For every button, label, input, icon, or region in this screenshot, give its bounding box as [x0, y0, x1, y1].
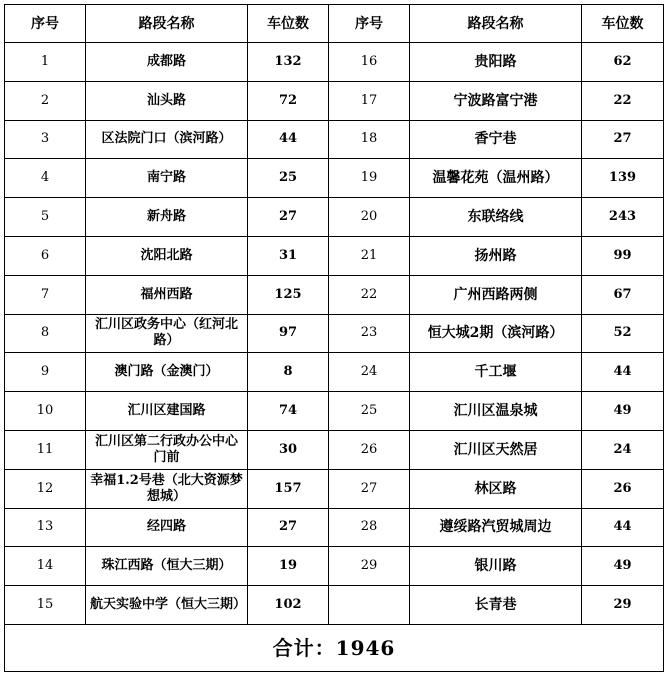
- row-count-left: 27: [248, 198, 329, 237]
- row-seq-right: 16: [329, 43, 410, 82]
- row-name-left: 成都路: [86, 43, 248, 82]
- table-row: [5, 547, 664, 586]
- row-count-right: 24: [582, 430, 664, 469]
- row-count-right: 26: [582, 469, 664, 508]
- table-body: [5, 43, 664, 625]
- table-row: [5, 430, 664, 469]
- row-count-right: 27: [582, 120, 664, 159]
- row-name-right: 香宁巷: [410, 120, 582, 159]
- row-name-right: 银川路: [410, 547, 582, 586]
- row-seq-right: 23: [329, 314, 410, 353]
- row-count-right: 44: [582, 508, 664, 547]
- row-seq-left: 1: [5, 43, 86, 82]
- row-seq-right: 21: [329, 236, 410, 275]
- table-row: [5, 314, 664, 353]
- row-seq-left: 14: [5, 547, 86, 586]
- row-name-left: 澳门路（金澳门）: [86, 353, 248, 392]
- row-count-right: 49: [582, 392, 664, 431]
- header-name-right: 路段名称: [410, 5, 582, 43]
- row-name-right: 扬州路: [410, 236, 582, 275]
- row-name-right: 广州西路两侧: [410, 275, 582, 314]
- parking-spaces-table: [4, 4, 664, 672]
- row-count-left: 44: [248, 120, 329, 159]
- row-count-left: 27: [248, 508, 329, 547]
- row-count-left: 97: [248, 314, 329, 353]
- row-count-right: 44: [582, 353, 664, 392]
- row-seq-right: 27: [329, 469, 410, 508]
- row-count-right: 67: [582, 275, 664, 314]
- row-count-right: 52: [582, 314, 664, 353]
- header-seq-right: 序号: [329, 5, 410, 43]
- row-name-left: 沈阳北路: [86, 236, 248, 275]
- row-count-left: 157: [248, 469, 329, 508]
- row-seq-left: 8: [5, 314, 86, 353]
- row-name-right: 宁波路富宁港: [410, 81, 582, 120]
- row-seq-left: 10: [5, 392, 86, 431]
- table-row: [5, 198, 664, 237]
- table-row: [5, 43, 664, 82]
- row-name-left: 珠江西路（恒大三期）: [86, 547, 248, 586]
- row-name-right: 温馨花苑（温州路）: [410, 159, 582, 198]
- row-count-left: 125: [248, 275, 329, 314]
- parking-table-container: [4, 4, 663, 672]
- table-row: [5, 469, 664, 508]
- row-seq-left: 6: [5, 236, 86, 275]
- row-seq-left: 4: [5, 159, 86, 198]
- row-seq-left: 5: [5, 198, 86, 237]
- table-row: [5, 392, 664, 431]
- row-name-left: 汇川区建国路: [86, 392, 248, 431]
- row-count-left: 25: [248, 159, 329, 198]
- row-count-right: 243: [582, 198, 664, 237]
- header-count-left: 车位数: [248, 5, 329, 43]
- row-seq-right: 22: [329, 275, 410, 314]
- table-row: [5, 236, 664, 275]
- row-count-right: 29: [582, 586, 664, 625]
- row-count-left: 72: [248, 81, 329, 120]
- row-name-right: 遵绥路汽贸城周边: [410, 508, 582, 547]
- row-seq-right: 19: [329, 159, 410, 198]
- row-seq-right: 20: [329, 198, 410, 237]
- row-count-right: 49: [582, 547, 664, 586]
- row-name-right: 汇川区天然居: [410, 430, 582, 469]
- row-count-left: 132: [248, 43, 329, 82]
- row-name-left: 新舟路: [86, 198, 248, 237]
- row-seq-right: 29: [329, 547, 410, 586]
- row-count-right: 99: [582, 236, 664, 275]
- row-seq-left: 11: [5, 430, 86, 469]
- row-count-left: 31: [248, 236, 329, 275]
- table-row: [5, 159, 664, 198]
- row-name-left: 幸福1.2号巷（北大资源梦想城）: [86, 469, 248, 508]
- row-name-left: 汇川区第二行政办公中心门前: [86, 430, 248, 469]
- row-seq-left: 2: [5, 81, 86, 120]
- table-row: [5, 120, 664, 159]
- row-name-left: 经四路: [86, 508, 248, 547]
- row-name-right: 恒大城2期（滨河路）: [410, 314, 582, 353]
- row-name-left: 汕头路: [86, 81, 248, 120]
- table-row: [5, 508, 664, 547]
- row-seq-left: 3: [5, 120, 86, 159]
- row-name-left: 区法院门口（滨河路）: [86, 120, 248, 159]
- row-name-right: 贵阳路: [410, 43, 582, 82]
- row-name-left: 航天实验中学（恒大三期）: [86, 586, 248, 625]
- row-seq-right: 18: [329, 120, 410, 159]
- row-count-right: 62: [582, 43, 664, 82]
- row-name-left: 南宁路: [86, 159, 248, 198]
- row-count-left: 102: [248, 586, 329, 625]
- table-row: [5, 275, 664, 314]
- row-seq-right: 24: [329, 353, 410, 392]
- row-name-left: 汇川区政务中心（红河北路）: [86, 314, 248, 353]
- row-name-left: 福州西路: [86, 275, 248, 314]
- row-count-left: 30: [248, 430, 329, 469]
- row-seq-left: 7: [5, 275, 86, 314]
- row-count-left: 74: [248, 392, 329, 431]
- row-seq-right: [329, 586, 410, 625]
- row-name-right: 千工堰: [410, 353, 582, 392]
- total-cell: 合计：1946: [5, 624, 664, 671]
- row-name-right: 林区路: [410, 469, 582, 508]
- row-seq-right: 28: [329, 508, 410, 547]
- table-row: [5, 81, 664, 120]
- row-seq-left: 13: [5, 508, 86, 547]
- row-seq-left: 15: [5, 586, 86, 625]
- row-name-right: 长青巷: [410, 586, 582, 625]
- header-seq-left: 序号: [5, 5, 86, 43]
- row-name-right: 东联络线: [410, 198, 582, 237]
- table-row: [5, 353, 664, 392]
- total-row: [5, 624, 664, 671]
- row-seq-right: 17: [329, 81, 410, 120]
- header-count-right: 车位数: [582, 5, 664, 43]
- row-count-left: 19: [248, 547, 329, 586]
- row-seq-left: 12: [5, 469, 86, 508]
- header-name-left: 路段名称: [86, 5, 248, 43]
- row-seq-right: 25: [329, 392, 410, 431]
- table-row: [5, 586, 664, 625]
- header-row: [5, 5, 664, 43]
- row-count-left: 8: [248, 353, 329, 392]
- row-name-right: 汇川区温泉城: [410, 392, 582, 431]
- row-count-right: 139: [582, 159, 664, 198]
- row-seq-left: 9: [5, 353, 86, 392]
- row-seq-right: 26: [329, 430, 410, 469]
- row-count-right: 22: [582, 81, 664, 120]
